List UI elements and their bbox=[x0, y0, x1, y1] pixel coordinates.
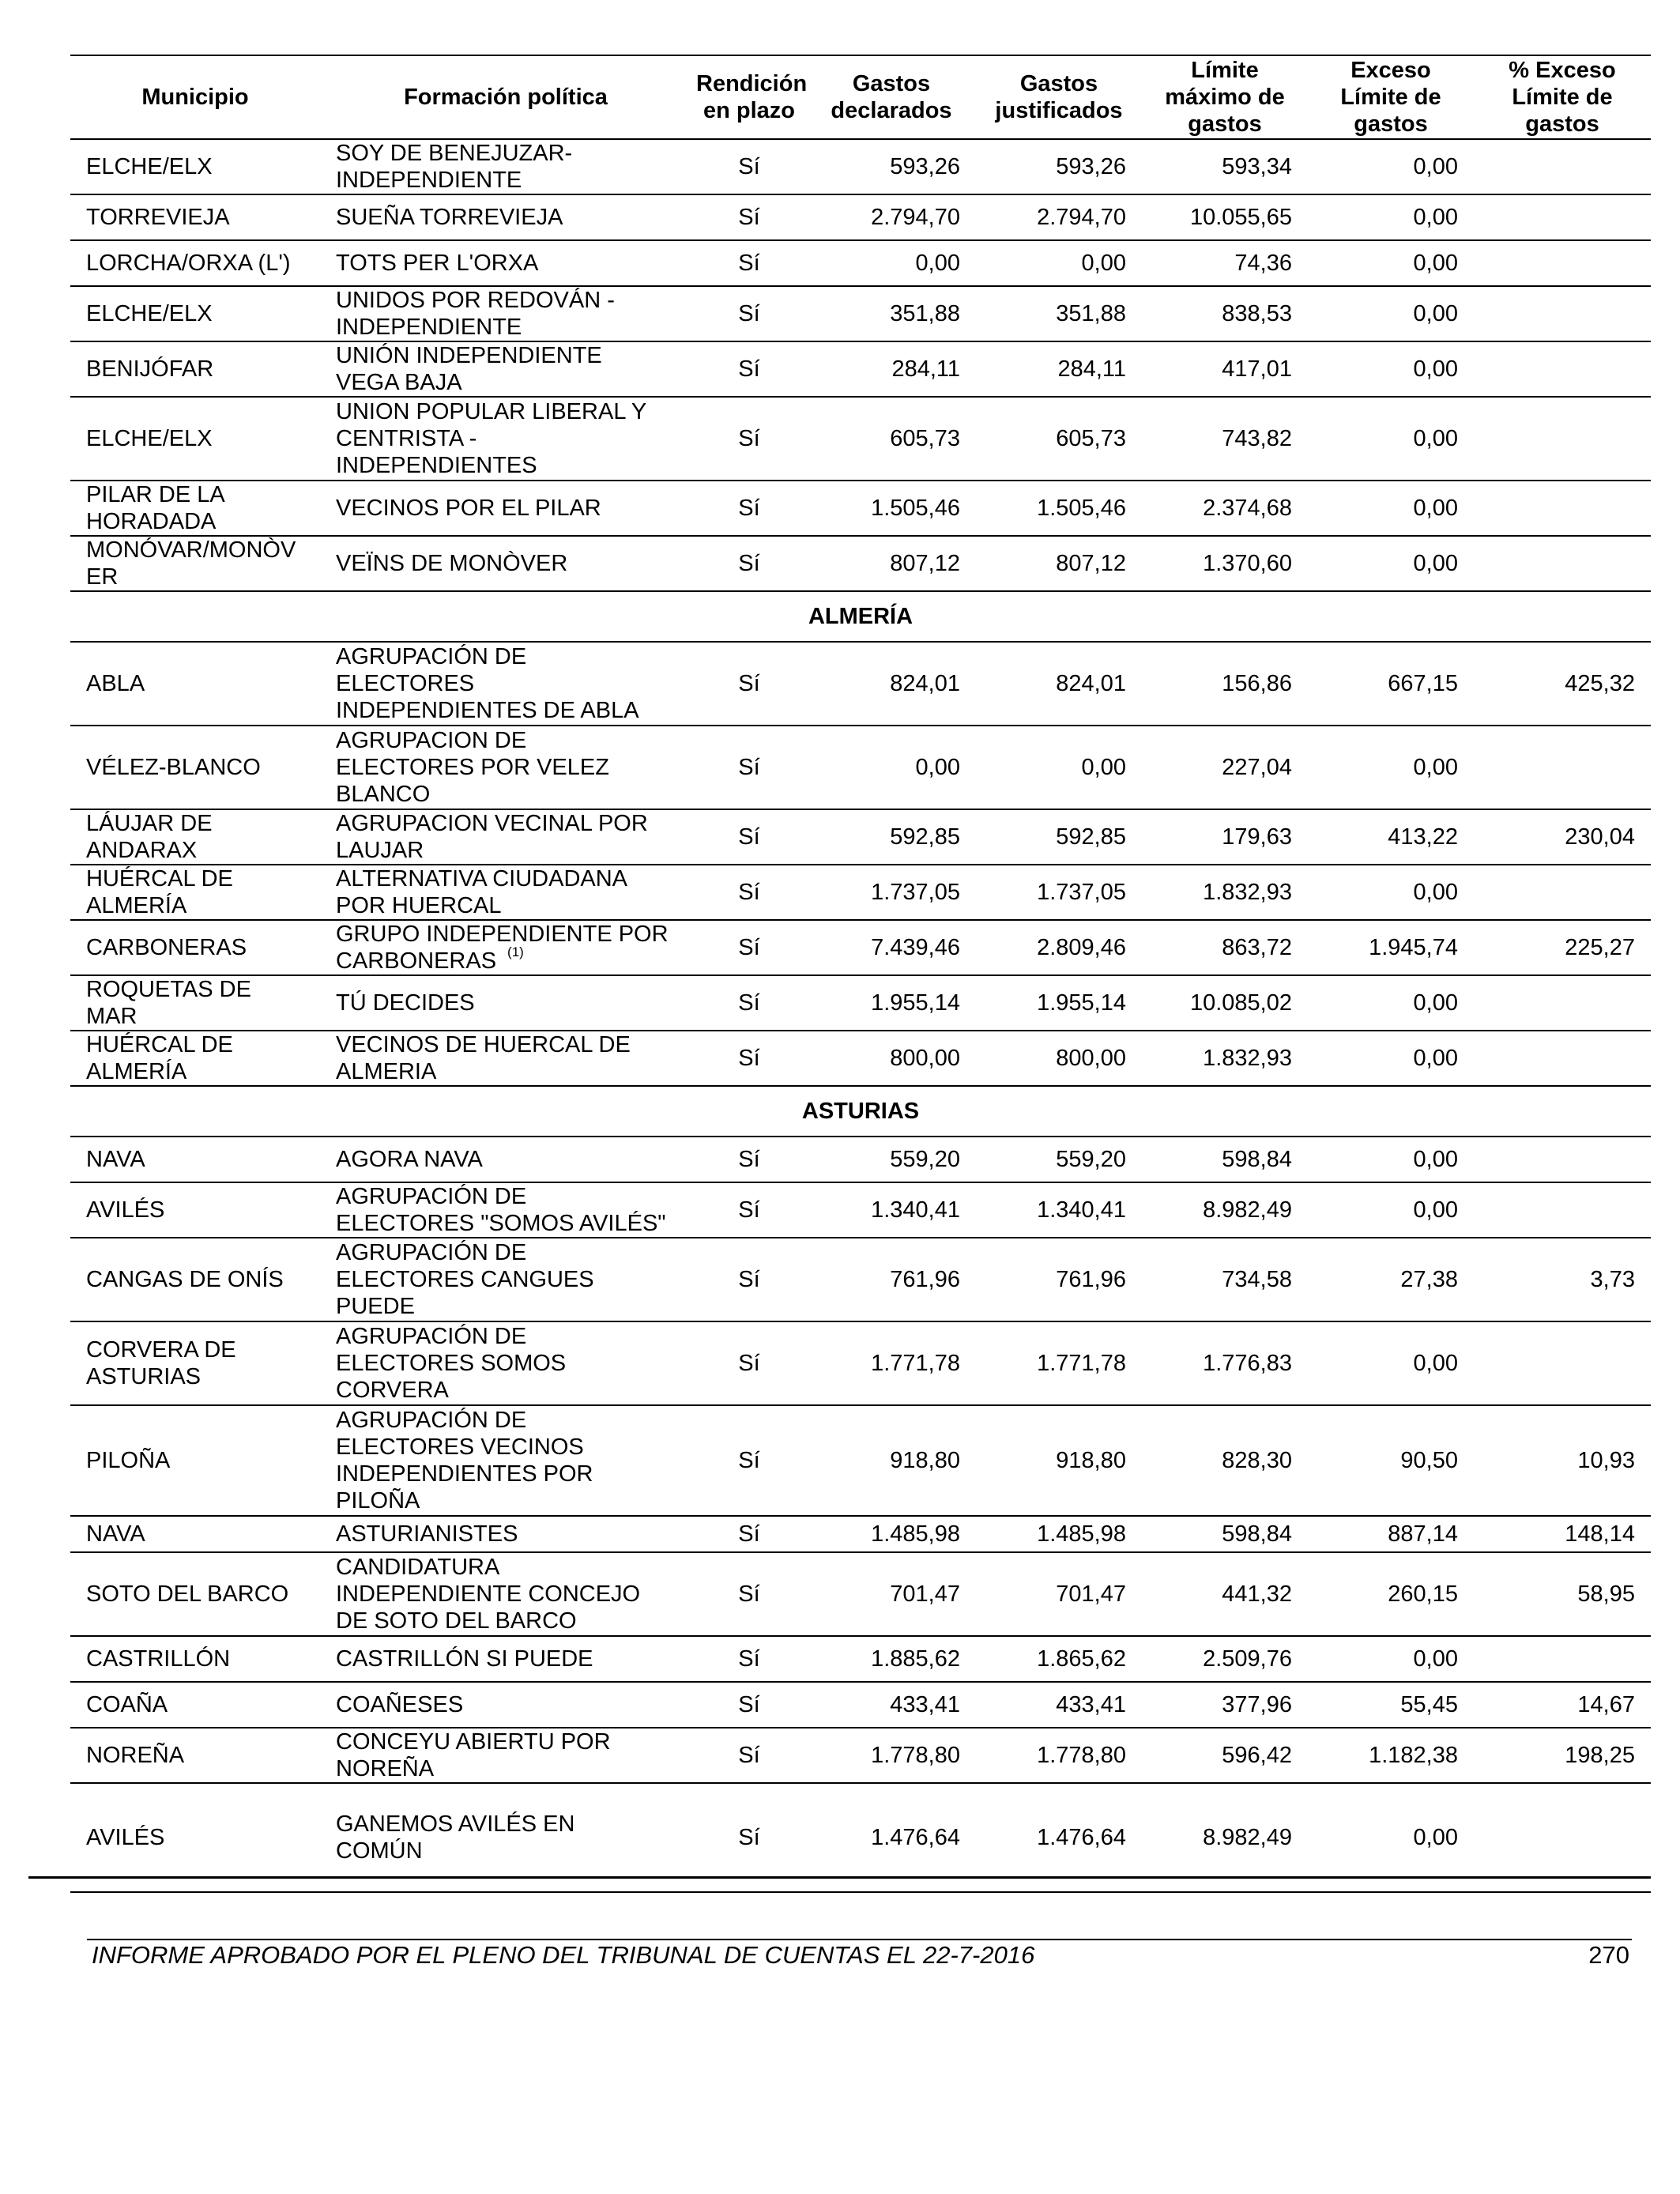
rendicion-cell: Sí bbox=[691, 341, 807, 397]
rendicion-cell: Sí bbox=[691, 1137, 807, 1182]
rendicion-cell: Sí bbox=[691, 397, 807, 481]
pct-exceso-cell: 3,73 bbox=[1474, 1238, 1651, 1321]
municipio-cell: AVILÉS bbox=[70, 1182, 320, 1238]
gastos-justificados-cell: 2.809,46 bbox=[976, 920, 1142, 975]
pct-exceso-cell bbox=[1474, 865, 1651, 920]
gastos-declarados-cell: 800,00 bbox=[807, 1031, 976, 1086]
header-gastos-declarados: Gastos declarados bbox=[807, 55, 976, 139]
rendicion-cell: Sí bbox=[691, 1238, 807, 1321]
pct-exceso-cell: 10,93 bbox=[1474, 1405, 1651, 1516]
table-row bbox=[70, 481, 1651, 536]
table-row bbox=[70, 397, 1651, 481]
municipio-cell: CANGAS DE ONÍS bbox=[70, 1238, 320, 1321]
formacion-cell: VEÏNS DE MONÒVER bbox=[320, 536, 691, 591]
pct-exceso-cell bbox=[1474, 975, 1651, 1031]
exceso-limite-cell: 0,00 bbox=[1308, 341, 1474, 397]
municipio-cell: CARBONERAS bbox=[70, 920, 320, 975]
rendicion-cell: Sí bbox=[691, 1783, 807, 1892]
pct-exceso-cell bbox=[1474, 536, 1651, 591]
pct-exceso-cell bbox=[1474, 341, 1651, 397]
gastos-declarados-cell: 2.794,70 bbox=[807, 194, 976, 240]
table-row bbox=[70, 726, 1651, 809]
rendicion-cell: Sí bbox=[691, 481, 807, 536]
gastos-justificados-cell: 592,85 bbox=[976, 809, 1142, 865]
limite-maximo-cell: 441,32 bbox=[1142, 1552, 1308, 1636]
gastos-declarados-cell: 807,12 bbox=[807, 536, 976, 591]
table-bottom-rule bbox=[28, 1876, 1651, 1879]
pct-exceso-cell bbox=[1474, 139, 1651, 194]
limite-maximo-cell: 10.085,02 bbox=[1142, 975, 1308, 1031]
formacion-cell: GANEMOS AVILÉS EN COMÚN bbox=[320, 1783, 691, 1892]
section-row bbox=[70, 591, 1651, 642]
formacion-cell: AGRUPACION DE ELECTORES POR VELEZ BLANCO bbox=[320, 726, 691, 809]
pct-exceso-cell bbox=[1474, 1137, 1651, 1182]
pct-exceso-cell bbox=[1474, 726, 1651, 809]
gastos-justificados-cell: 824,01 bbox=[976, 642, 1142, 726]
limite-maximo-cell: 227,04 bbox=[1142, 726, 1308, 809]
limite-maximo-cell: 2.509,76 bbox=[1142, 1636, 1308, 1682]
pct-exceso-cell bbox=[1474, 481, 1651, 536]
pct-exceso-cell bbox=[1474, 194, 1651, 240]
formacion-cell: VECINOS DE HUERCAL DE ALMERIA bbox=[320, 1031, 691, 1086]
table-row bbox=[70, 240, 1651, 286]
municipio-cell: SOTO DEL BARCO bbox=[70, 1552, 320, 1636]
exceso-limite-cell: 0,00 bbox=[1308, 286, 1474, 341]
gastos-declarados-cell: 1.885,62 bbox=[807, 1636, 976, 1682]
rendicion-cell: Sí bbox=[691, 1031, 807, 1086]
gastos-declarados-cell: 1.505,46 bbox=[807, 481, 976, 536]
pct-exceso-cell bbox=[1474, 286, 1651, 341]
gastos-declarados-cell: 1.485,98 bbox=[807, 1516, 976, 1552]
rendicion-cell: Sí bbox=[691, 642, 807, 726]
municipio-cell: PILOÑA bbox=[70, 1405, 320, 1516]
municipio-cell: BENIJÓFAR bbox=[70, 341, 320, 397]
formacion-cell: AGORA NAVA bbox=[320, 1137, 691, 1182]
table-row bbox=[70, 286, 1651, 341]
formacion-cell: AGRUPACIÓN DE ELECTORES SOMOS CORVERA bbox=[320, 1321, 691, 1405]
gastos-justificados-cell: 1.485,98 bbox=[976, 1516, 1142, 1552]
municipio-cell: ELCHE/ELX bbox=[70, 397, 320, 481]
gastos-declarados-cell: 7.439,46 bbox=[807, 920, 976, 975]
table-header-row bbox=[70, 55, 1651, 139]
gastos-declarados-cell: 433,41 bbox=[807, 1682, 976, 1728]
limite-maximo-cell: 74,36 bbox=[1142, 240, 1308, 286]
pct-exceso-cell bbox=[1474, 1636, 1651, 1682]
formacion-cell: COAÑESES bbox=[320, 1682, 691, 1728]
table-row bbox=[70, 1182, 1651, 1238]
table-row bbox=[70, 1405, 1651, 1516]
table-row bbox=[70, 194, 1651, 240]
gastos-justificados-cell: 1.865,62 bbox=[976, 1636, 1142, 1682]
exceso-limite-cell: 413,22 bbox=[1308, 809, 1474, 865]
exceso-limite-cell: 1.945,74 bbox=[1308, 920, 1474, 975]
pct-exceso-cell bbox=[1474, 1321, 1651, 1405]
exceso-limite-cell: 0,00 bbox=[1308, 139, 1474, 194]
limite-maximo-cell: 838,53 bbox=[1142, 286, 1308, 341]
expenses-table bbox=[70, 55, 1651, 1893]
municipio-cell: HUÉRCAL DE ALMERÍA bbox=[70, 865, 320, 920]
gastos-justificados-cell: 1.476,64 bbox=[976, 1783, 1142, 1892]
section-heading: ASTURIAS bbox=[70, 1086, 1651, 1137]
limite-maximo-cell: 598,84 bbox=[1142, 1516, 1308, 1552]
limite-maximo-cell: 734,58 bbox=[1142, 1238, 1308, 1321]
limite-maximo-cell: 417,01 bbox=[1142, 341, 1308, 397]
formacion-cell: CANDIDATURA INDEPENDIENTE CONCEJO DE SOTO DEL BARCO bbox=[320, 1552, 691, 1636]
exceso-limite-cell: 260,15 bbox=[1308, 1552, 1474, 1636]
gastos-justificados-cell: 0,00 bbox=[976, 240, 1142, 286]
gastos-justificados-cell: 807,12 bbox=[976, 536, 1142, 591]
header-limite-maximo: Límite máximo de gastos bbox=[1142, 55, 1308, 139]
section-row bbox=[70, 1086, 1651, 1137]
formacion-cell: AGRUPACIÓN DE ELECTORES "SOMOS AVILÉS" bbox=[320, 1182, 691, 1238]
gastos-justificados-cell: 0,00 bbox=[976, 726, 1142, 809]
table-row bbox=[70, 1516, 1651, 1552]
limite-maximo-cell: 8.982,49 bbox=[1142, 1182, 1308, 1238]
header-pct-exceso: % Exceso Límite de gastos bbox=[1474, 55, 1651, 139]
rendicion-cell: Sí bbox=[691, 139, 807, 194]
formacion-cell: AGRUPACIÓN DE ELECTORES CANGUES PUEDE bbox=[320, 1238, 691, 1321]
gastos-declarados-cell: 351,88 bbox=[807, 286, 976, 341]
municipio-cell: CORVERA DE ASTURIAS bbox=[70, 1321, 320, 1405]
gastos-justificados-cell: 284,11 bbox=[976, 341, 1142, 397]
limite-maximo-cell: 10.055,65 bbox=[1142, 194, 1308, 240]
municipio-cell: LÁUJAR DE ANDARAX bbox=[70, 809, 320, 865]
rendicion-cell: Sí bbox=[691, 536, 807, 591]
exceso-limite-cell: 0,00 bbox=[1308, 1031, 1474, 1086]
exceso-limite-cell: 0,00 bbox=[1308, 536, 1474, 591]
exceso-limite-cell: 0,00 bbox=[1308, 1321, 1474, 1405]
gastos-declarados-cell: 284,11 bbox=[807, 341, 976, 397]
municipio-cell: VÉLEZ-BLANCO bbox=[70, 726, 320, 809]
municipio-cell: NAVA bbox=[70, 1137, 320, 1182]
municipio-cell: PILAR DE LA HORADADA bbox=[70, 481, 320, 536]
municipio-cell: ELCHE/ELX bbox=[70, 286, 320, 341]
gastos-justificados-cell: 800,00 bbox=[976, 1031, 1142, 1086]
rendicion-cell: Sí bbox=[691, 1552, 807, 1636]
pct-exceso-cell: 148,14 bbox=[1474, 1516, 1651, 1552]
gastos-justificados-cell: 1.778,80 bbox=[976, 1728, 1142, 1783]
gastos-declarados-cell: 1.771,78 bbox=[807, 1321, 976, 1405]
rendicion-cell: Sí bbox=[691, 975, 807, 1031]
rendicion-cell: Sí bbox=[691, 865, 807, 920]
gastos-declarados-cell: 918,80 bbox=[807, 1405, 976, 1516]
table-row bbox=[70, 1728, 1651, 1783]
table-body bbox=[70, 139, 1651, 1892]
formacion-cell: GRUPO INDEPENDIENTE POR CARBONERAS $^{(1)}$ bbox=[320, 920, 691, 975]
formacion-cell: AGRUPACIÓN DE ELECTORES INDEPENDIENTES DE ABLA bbox=[320, 642, 691, 726]
exceso-limite-cell: 667,15 bbox=[1308, 642, 1474, 726]
gastos-declarados-cell: 1.778,80 bbox=[807, 1728, 976, 1783]
pct-exceso-cell bbox=[1474, 1031, 1651, 1086]
limite-maximo-cell: 8.982,49 bbox=[1142, 1783, 1308, 1892]
formacion-cell: SUEÑA TORREVIEJA bbox=[320, 194, 691, 240]
table-row bbox=[70, 1137, 1651, 1182]
header-exceso-limite: Exceso Límite de gastos bbox=[1308, 55, 1474, 139]
exceso-limite-cell: 0,00 bbox=[1308, 1783, 1474, 1892]
formacion-cell: SOY DE BENEJUZAR- INDEPENDIENTE bbox=[320, 139, 691, 194]
gastos-justificados-cell: 559,20 bbox=[976, 1137, 1142, 1182]
limite-maximo-cell: 828,30 bbox=[1142, 1405, 1308, 1516]
gastos-justificados-cell: 918,80 bbox=[976, 1405, 1142, 1516]
limite-maximo-cell: 1.370,60 bbox=[1142, 536, 1308, 591]
exceso-limite-cell: 887,14 bbox=[1308, 1516, 1474, 1552]
rendicion-cell: Sí bbox=[691, 286, 807, 341]
rendicion-cell: Sí bbox=[691, 194, 807, 240]
municipio-cell: ROQUETAS DE MAR bbox=[70, 975, 320, 1031]
limite-maximo-cell: 863,72 bbox=[1142, 920, 1308, 975]
formacion-cell: VECINOS POR EL PILAR bbox=[320, 481, 691, 536]
formacion-cell: CONCEYU ABIERTU POR NOREÑA bbox=[320, 1728, 691, 1783]
pct-exceso-cell bbox=[1474, 397, 1651, 481]
gastos-justificados-cell: 605,73 bbox=[976, 397, 1142, 481]
table-row bbox=[70, 1031, 1651, 1086]
municipio-cell: HUÉRCAL DE ALMERÍA bbox=[70, 1031, 320, 1086]
exceso-limite-cell: 0,00 bbox=[1308, 240, 1474, 286]
gastos-declarados-cell: 592,85 bbox=[807, 809, 976, 865]
header-rendicion: Rendición en plazo bbox=[691, 55, 807, 139]
section-heading: ALMERÍA bbox=[70, 591, 1651, 642]
table-row bbox=[70, 809, 1651, 865]
gastos-declarados-cell: 605,73 bbox=[807, 397, 976, 481]
gastos-declarados-cell: 1.476,64 bbox=[807, 1783, 976, 1892]
limite-maximo-cell: 2.374,68 bbox=[1142, 481, 1308, 536]
exceso-limite-cell: 0,00 bbox=[1308, 726, 1474, 809]
pct-exceso-cell bbox=[1474, 1182, 1651, 1238]
exceso-limite-cell: 0,00 bbox=[1308, 194, 1474, 240]
exceso-limite-cell: 27,38 bbox=[1308, 1238, 1474, 1321]
gastos-justificados-cell: 351,88 bbox=[976, 286, 1142, 341]
limite-maximo-cell: 179,63 bbox=[1142, 809, 1308, 865]
formacion-cell: CASTRILLÓN SI PUEDE bbox=[320, 1636, 691, 1682]
exceso-limite-cell: 0,00 bbox=[1308, 481, 1474, 536]
gastos-declarados-cell: 559,20 bbox=[807, 1137, 976, 1182]
formacion-cell: UNIÓN INDEPENDIENTE VEGA BAJA bbox=[320, 341, 691, 397]
gastos-declarados-cell: 1.955,14 bbox=[807, 975, 976, 1031]
exceso-limite-cell: 0,00 bbox=[1308, 1137, 1474, 1182]
gastos-justificados-cell: 1.505,46 bbox=[976, 481, 1142, 536]
rendicion-cell: Sí bbox=[691, 1682, 807, 1728]
limite-maximo-cell: 1.832,93 bbox=[1142, 865, 1308, 920]
municipio-cell: COAÑA bbox=[70, 1682, 320, 1728]
rendicion-cell: Sí bbox=[691, 1636, 807, 1682]
limite-maximo-cell: 593,34 bbox=[1142, 139, 1308, 194]
table-row bbox=[70, 1682, 1651, 1728]
gastos-justificados-cell: 1.737,05 bbox=[976, 865, 1142, 920]
limite-maximo-cell: 156,86 bbox=[1142, 642, 1308, 726]
exceso-limite-cell: 1.182,38 bbox=[1308, 1728, 1474, 1783]
formacion-cell: UNIDOS POR REDOVÁN - INDEPENDIENTE bbox=[320, 286, 691, 341]
footer-rule bbox=[87, 1939, 1632, 1940]
gastos-declarados-cell: 1.340,41 bbox=[807, 1182, 976, 1238]
gastos-justificados-cell: 1.340,41 bbox=[976, 1182, 1142, 1238]
table-row bbox=[70, 642, 1651, 726]
limite-maximo-cell: 1.776,83 bbox=[1142, 1321, 1308, 1405]
page-number: 270 bbox=[1588, 1941, 1629, 1969]
limite-maximo-cell: 377,96 bbox=[1142, 1682, 1308, 1728]
exceso-limite-cell: 90,50 bbox=[1308, 1405, 1474, 1516]
municipio-cell: ELCHE/ELX bbox=[70, 139, 320, 194]
gastos-justificados-cell: 2.794,70 bbox=[976, 194, 1142, 240]
municipio-cell: CASTRILLÓN bbox=[70, 1636, 320, 1682]
municipio-cell: AVILÉS bbox=[70, 1783, 320, 1892]
table-row bbox=[70, 1636, 1651, 1682]
municipio-cell: MONÓVAR/MONÒV ER bbox=[70, 536, 320, 591]
table-row bbox=[70, 865, 1651, 920]
header-gastos-justificados: Gastos justificados bbox=[976, 55, 1142, 139]
exceso-limite-cell: 0,00 bbox=[1308, 1636, 1474, 1682]
gastos-justificados-cell: 433,41 bbox=[976, 1682, 1142, 1728]
exceso-limite-cell: 0,00 bbox=[1308, 975, 1474, 1031]
gastos-declarados-cell: 1.737,05 bbox=[807, 865, 976, 920]
pct-exceso-cell: 425,32 bbox=[1474, 642, 1651, 726]
gastos-declarados-cell: 0,00 bbox=[807, 726, 976, 809]
formacion-cell: ASTURIANISTES bbox=[320, 1516, 691, 1552]
pct-exceso-cell: 225,27 bbox=[1474, 920, 1651, 975]
municipio-cell: ABLA bbox=[70, 642, 320, 726]
rendicion-cell: Sí bbox=[691, 1516, 807, 1552]
footer-report-note: INFORME APROBADO POR EL PLENO DEL TRIBUNAL DE CUENTAS EL 22-7-2016 bbox=[92, 1941, 1035, 1969]
table-row bbox=[70, 1552, 1651, 1636]
gastos-justificados-cell: 1.771,78 bbox=[976, 1321, 1142, 1405]
exceso-limite-cell: 0,00 bbox=[1308, 865, 1474, 920]
formacion-cell: TÚ DECIDES bbox=[320, 975, 691, 1031]
pct-exceso-cell: 230,04 bbox=[1474, 809, 1651, 865]
rendicion-cell: Sí bbox=[691, 726, 807, 809]
pct-exceso-cell bbox=[1474, 240, 1651, 286]
municipio-cell: NOREÑA bbox=[70, 1728, 320, 1783]
formacion-cell: AGRUPACION VECINAL POR LAUJAR bbox=[320, 809, 691, 865]
pct-exceso-cell: 198,25 bbox=[1474, 1728, 1651, 1783]
pct-exceso-cell: 14,67 bbox=[1474, 1682, 1651, 1728]
gastos-declarados-cell: 761,96 bbox=[807, 1238, 976, 1321]
gastos-declarados-cell: 593,26 bbox=[807, 139, 976, 194]
header-municipio: Municipio bbox=[70, 55, 320, 139]
formacion-cell: ALTERNATIVA CIUDADANA POR HUERCAL bbox=[320, 865, 691, 920]
gastos-declarados-cell: 824,01 bbox=[807, 642, 976, 726]
header-formacion: Formación política bbox=[320, 55, 691, 139]
rendicion-cell: Sí bbox=[691, 1405, 807, 1516]
exceso-limite-cell: 0,00 bbox=[1308, 1182, 1474, 1238]
limite-maximo-cell: 596,42 bbox=[1142, 1728, 1308, 1783]
footnote-marker: (1) bbox=[507, 944, 524, 960]
rendicion-cell: Sí bbox=[691, 1728, 807, 1783]
pct-exceso-cell: 58,95 bbox=[1474, 1552, 1651, 1636]
gastos-justificados-cell: 761,96 bbox=[976, 1238, 1142, 1321]
rendicion-cell: Sí bbox=[691, 240, 807, 286]
exceso-limite-cell: 0,00 bbox=[1308, 397, 1474, 481]
gastos-declarados-cell: 701,47 bbox=[807, 1552, 976, 1636]
table-row bbox=[70, 1321, 1651, 1405]
gastos-declarados-cell: 0,00 bbox=[807, 240, 976, 286]
table-row bbox=[70, 920, 1651, 975]
formacion-cell: AGRUPACIÓN DE ELECTORES VECINOS INDEPENDIENTES POR PILOÑA bbox=[320, 1405, 691, 1516]
gastos-justificados-cell: 1.955,14 bbox=[976, 975, 1142, 1031]
table-row bbox=[70, 139, 1651, 194]
limite-maximo-cell: 1.832,93 bbox=[1142, 1031, 1308, 1086]
limite-maximo-cell: 743,82 bbox=[1142, 397, 1308, 481]
gastos-justificados-cell: 593,26 bbox=[976, 139, 1142, 194]
table-row bbox=[70, 975, 1651, 1031]
rendicion-cell: Sí bbox=[691, 920, 807, 975]
table-row bbox=[70, 341, 1651, 397]
rendicion-cell: Sí bbox=[691, 1182, 807, 1238]
table-row bbox=[70, 1238, 1651, 1321]
formacion-cell: UNION POPULAR LIBERAL Y CENTRISTA - INDEPENDIENTES bbox=[320, 397, 691, 481]
municipio-cell: LORCHA/ORXA (L') bbox=[70, 240, 320, 286]
formacion-cell: TOTS PER L'ORXA bbox=[320, 240, 691, 286]
gastos-justificados-cell: 701,47 bbox=[976, 1552, 1142, 1636]
table-row bbox=[70, 536, 1651, 591]
rendicion-cell: Sí bbox=[691, 809, 807, 865]
municipio-cell: NAVA bbox=[70, 1516, 320, 1552]
exceso-limite-cell: 55,45 bbox=[1308, 1682, 1474, 1728]
municipio-cell: TORREVIEJA bbox=[70, 194, 320, 240]
rendicion-cell: Sí bbox=[691, 1321, 807, 1405]
limite-maximo-cell: 598,84 bbox=[1142, 1137, 1308, 1182]
